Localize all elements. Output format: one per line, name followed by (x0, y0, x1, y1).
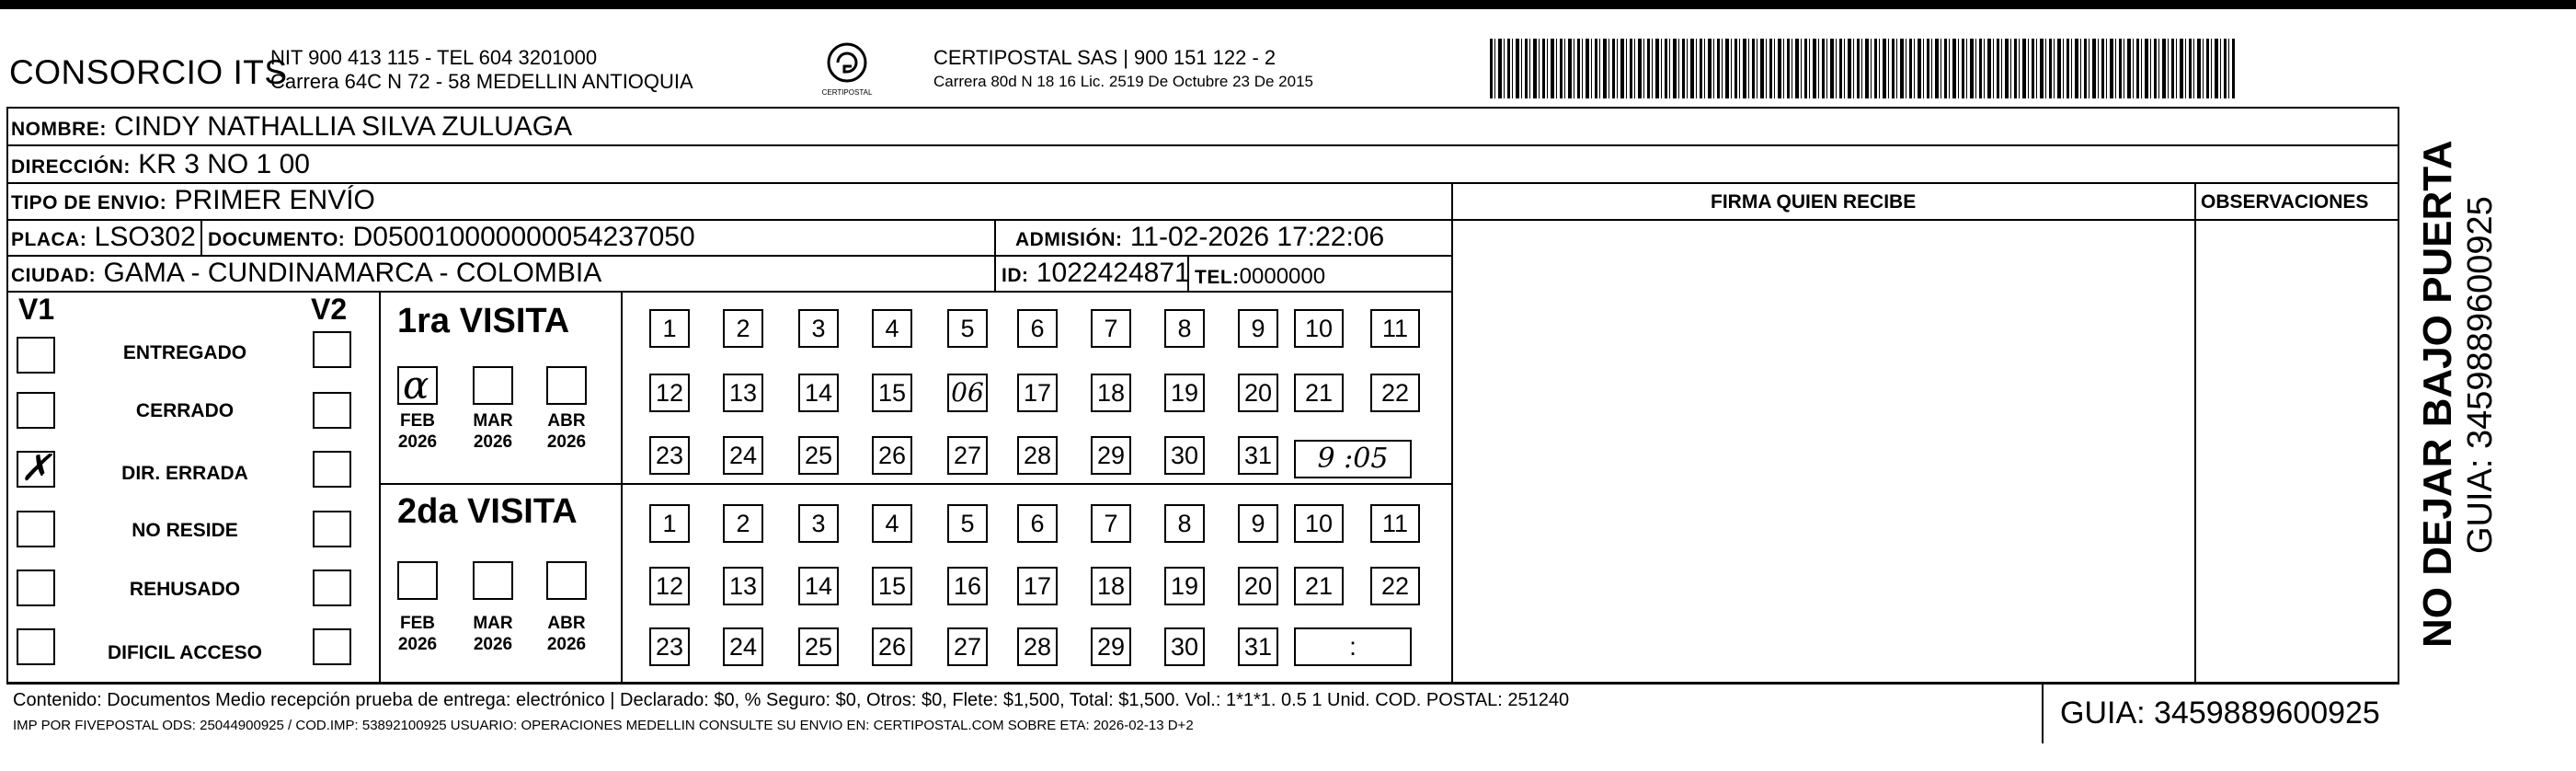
first-visit-day-15[interactable]: 15 (872, 374, 912, 412)
carrier-line: CERTIPOSTAL SAS | 900 151 122 - 2 (933, 46, 1277, 69)
address-line: Carrera 64C N 72 - 58 MEDELLIN ANTIOQUIA (270, 70, 693, 93)
first-visit-day-2[interactable]: 2 (723, 309, 763, 348)
placa-label: PLACA: (11, 229, 87, 250)
first-visit-day-11[interactable]: 11 (1370, 309, 1420, 348)
first-visit-day-25[interactable]: 25 (798, 436, 839, 475)
first-visit-day-3[interactable]: 3 (798, 309, 839, 348)
v2-checkbox-dificil-acceso[interactable] (313, 628, 351, 665)
second-visit-day-18[interactable]: 18 (1091, 567, 1131, 605)
second-visit-day-29[interactable]: 29 (1091, 627, 1131, 666)
v2-checkbox-rehusado[interactable] (313, 570, 351, 606)
first-visit-day-5[interactable]: 5 (947, 309, 988, 348)
placa-value: LSO302 (94, 222, 196, 252)
first-visit-day-6[interactable]: 6 (1017, 309, 1058, 348)
second-visit-day-25[interactable]: 25 (798, 627, 839, 666)
first-visit-day-10[interactable]: 10 (1294, 309, 1344, 348)
first-visit-day-27[interactable]: 27 (947, 436, 988, 475)
option-rehusado: REHUSADO (129, 579, 241, 600)
company-name: CONSORCIO ITS (9, 53, 288, 91)
first-visit-month-label-feb: FEB 2026 (397, 411, 438, 452)
v1-checkbox-dir-errada[interactable] (17, 447, 55, 489)
second-visit-day-5[interactable]: 5 (947, 504, 988, 543)
second-visit-day-4[interactable]: 4 (872, 504, 912, 543)
license-line: Carrera 80d N 18 16 Lic. 2519 De Octubre 23 De 2015 (933, 73, 1313, 90)
tel-label: TEL: (1195, 267, 1240, 288)
first-visit-day-19[interactable]: 19 (1164, 374, 1205, 412)
first-visit-day-12[interactable]: 12 (649, 374, 690, 412)
day-handwritten-mark: 06 (951, 377, 984, 408)
first-visit-month-mark: α (403, 362, 429, 408)
second-visit-day-1[interactable]: 1 (649, 504, 690, 543)
first-visit-day-18[interactable]: 18 (1091, 374, 1131, 412)
first-visit-day-29[interactable]: 29 (1091, 436, 1131, 475)
second-visit-month-label-feb: FEB 2026 (397, 614, 438, 654)
documento-label: DOCUMENTO: (208, 229, 346, 250)
documento-value: D050010000000054237050 (352, 222, 695, 252)
second-visit-day-23[interactable]: 23 (649, 627, 690, 666)
first-visit-day-31[interactable]: 31 (1238, 436, 1278, 475)
id-label: ID: (1002, 265, 1029, 286)
first-visit-month-label-abr: ABR 2026 (546, 411, 587, 452)
first-visit-day-24[interactable]: 24 (723, 436, 763, 475)
first-visit-day-28[interactable]: 28 (1017, 436, 1058, 475)
nombre-field (11, 112, 572, 144)
admision-label: ADMISIÓN: (1015, 229, 1123, 250)
second-visit-day-27[interactable]: 27 (947, 627, 988, 666)
second-visit-day-19[interactable]: 19 (1164, 567, 1205, 605)
second-visit-month-mar[interactable] (473, 561, 513, 600)
second-visit-day-31[interactable]: 31 (1238, 627, 1278, 666)
firma-header: FIRMA QUIEN RECIBE (1711, 191, 1917, 213)
admision-value: 11-02-2026 17:22:06 (1129, 222, 1385, 252)
second-visit-day-3[interactable]: 3 (798, 504, 839, 543)
second-visit-day-14[interactable]: 14 (798, 567, 839, 605)
second-visit-day-9[interactable]: 9 (1238, 504, 1278, 543)
first-visit-day-26[interactable]: 26 (872, 436, 912, 475)
option-dir-errada: DIR. ERRADA (121, 463, 248, 484)
v1-checkbox-entregado[interactable] (17, 337, 55, 374)
second-visit-title: 2da VISITA (397, 492, 578, 531)
option-entregado: ENTREGADO (122, 342, 247, 363)
company-contact (270, 46, 693, 94)
placa-field (11, 223, 196, 255)
second-visit-day-8[interactable]: 8 (1164, 504, 1205, 543)
v2-checkbox-dir-errada[interactable] (313, 451, 351, 488)
first-visit-month-label-mar: MAR 2026 (473, 411, 513, 452)
v1-checkbox-no-reside[interactable] (17, 511, 55, 547)
second-visit-day-7[interactable]: 7 (1091, 504, 1131, 543)
impresion-line: IMP POR FIVEPOSTAL ODS: 25044900925 / COD.IMP: 53892100925 USUARIO: OPERACIONES MEDELLIN CONSULTE SU ENVIO EN: CERTIPOSTAL.COM SOBRE ETA: 2026-02-13 D+2 (13, 718, 1194, 733)
tel-value: 0000000 (1239, 264, 1326, 289)
first-visit-title: 1ra VISITA (397, 302, 570, 340)
contenido-line: Contenido: Documentos Medio recepción prueba de entrega: electrónico | Declarado: $0, % Seguro: $0, Otros: $0, Flete: $1,500, Total: $1,500. Vol.: 1*1*1. 0.5 1 Unid. COD. POSTAL: 251240 (13, 690, 1570, 710)
tipo-envio-label: TIPO DE ENVIO: (11, 192, 167, 213)
ciudad-value: GAMA - CUNDINAMARCA - COLOMBIA (103, 258, 602, 288)
no-dejar-bajo-puerta: NO DEJAR BAJO PUERTA (2415, 140, 2460, 648)
first-visit-day-1[interactable]: 1 (649, 309, 690, 348)
second-visit-day-11[interactable]: 11 (1370, 504, 1420, 543)
second-visit-day-26[interactable]: 26 (872, 627, 912, 666)
direccion-label: DIRECCIÓN: (11, 156, 131, 178)
second-visit-month-abr[interactable] (546, 561, 587, 600)
nit-line: NIT 900 413 115 - TEL 604 3201000 (270, 46, 598, 69)
vertical-guia: GUIA: 3459889600925 (2461, 196, 2500, 554)
first-visit-time-value: 9 :05 (1317, 443, 1389, 475)
admision-field (1015, 223, 1384, 255)
v1-checkbox-cerrado[interactable] (17, 392, 55, 429)
second-visit-day-21[interactable]: 21 (1294, 567, 1344, 605)
first-visit-day-21[interactable]: 21 (1294, 374, 1344, 412)
v2-checkbox-entregado[interactable] (313, 331, 351, 368)
certipostal-logo (806, 40, 888, 105)
option-no-reside: NO RESIDE (132, 520, 238, 541)
first-visit-month-abr[interactable] (546, 366, 587, 405)
first-visit-day-8[interactable]: 8 (1164, 309, 1205, 348)
documento-field (208, 223, 695, 255)
ciudad-field (11, 259, 601, 291)
v1-header: V1 (18, 293, 55, 326)
second-visit-day-12[interactable]: 12 (649, 567, 690, 605)
first-visit-day-30[interactable]: 30 (1164, 436, 1205, 475)
direccion-field (11, 150, 310, 182)
first-visit-day-22[interactable]: 22 (1370, 374, 1420, 412)
option-cerrado: CERRADO (135, 400, 235, 421)
footer-guia: GUIA: 3459889600925 (2060, 696, 2380, 731)
v2-checkbox-no-reside[interactable] (313, 511, 351, 547)
second-visit-time[interactable]: : (1294, 627, 1412, 666)
first-visit-day-23[interactable]: 23 (649, 436, 690, 475)
second-visit-day-6[interactable]: 6 (1017, 504, 1058, 543)
first-visit-month-feb[interactable] (397, 362, 438, 408)
direccion-value: KR 3 NO 1 00 (138, 149, 310, 179)
second-visit-day-13[interactable]: 13 (723, 567, 763, 605)
second-visit-day-16[interactable]: 16 (947, 567, 988, 605)
first-visit-day-4[interactable]: 4 (872, 309, 912, 348)
v2-checkbox-cerrado[interactable] (313, 392, 351, 429)
first-visit-time[interactable] (1294, 440, 1412, 478)
tipo-envio-field (11, 186, 375, 218)
first-visit-day-13[interactable]: 13 (723, 374, 763, 412)
second-visit-day-20[interactable]: 20 (1238, 567, 1278, 605)
tipo-envio-value: PRIMER ENVÍO (174, 185, 375, 215)
second-visit-day-22[interactable]: 22 (1370, 567, 1420, 605)
ciudad-label: CIUDAD: (11, 265, 97, 286)
first-visit-day-17[interactable]: 17 (1017, 374, 1058, 412)
first-visit-day-9[interactable]: 9 (1238, 309, 1278, 348)
first-visit-day-20[interactable]: 20 (1238, 374, 1278, 412)
second-visit-day-30[interactable]: 30 (1164, 627, 1205, 666)
second-visit-month-label-abr: ABR 2026 (546, 614, 587, 654)
tel-field (1195, 262, 1325, 293)
observaciones-header: OBSERVACIONES (2201, 191, 2369, 213)
second-visit-month-label-mar: MAR 2026 (473, 614, 513, 654)
second-visit-day-10[interactable]: 10 (1294, 504, 1344, 543)
second-visit-day-24[interactable]: 24 (723, 627, 763, 666)
second-visit-month-feb[interactable] (397, 561, 438, 600)
first-visit-month-mar[interactable] (473, 366, 513, 405)
barcode (1490, 39, 2235, 98)
first-visit-day-14[interactable]: 14 (798, 374, 839, 412)
option-dificil-acceso: DIFICIL ACCESO (107, 642, 262, 663)
first-visit-day-16[interactable] (947, 374, 988, 412)
id-value: 1022424871 (1036, 258, 1190, 288)
id-field (1002, 259, 1190, 291)
second-visit-day-17[interactable]: 17 (1017, 567, 1058, 605)
logo-caption: CERTIPOSTAL (821, 88, 873, 97)
second-visit-day-2[interactable]: 2 (723, 504, 763, 543)
second-visit-day-28[interactable]: 28 (1017, 627, 1058, 666)
v2-header: V2 (311, 293, 348, 326)
first-visit-day-7[interactable]: 7 (1091, 309, 1131, 348)
v1-check-mark: ✗ (20, 447, 52, 489)
v1-checkbox-dificil-acceso[interactable] (17, 628, 55, 665)
nombre-label: NOMBRE: (11, 119, 107, 140)
carrier-info (933, 46, 1313, 94)
second-visit-day-15[interactable]: 15 (872, 567, 912, 605)
top-border (0, 0, 2576, 9)
nombre-value: CINDY NATHALLIA SILVA ZULUAGA (114, 111, 573, 142)
v1-checkbox-rehusado[interactable] (17, 570, 55, 606)
